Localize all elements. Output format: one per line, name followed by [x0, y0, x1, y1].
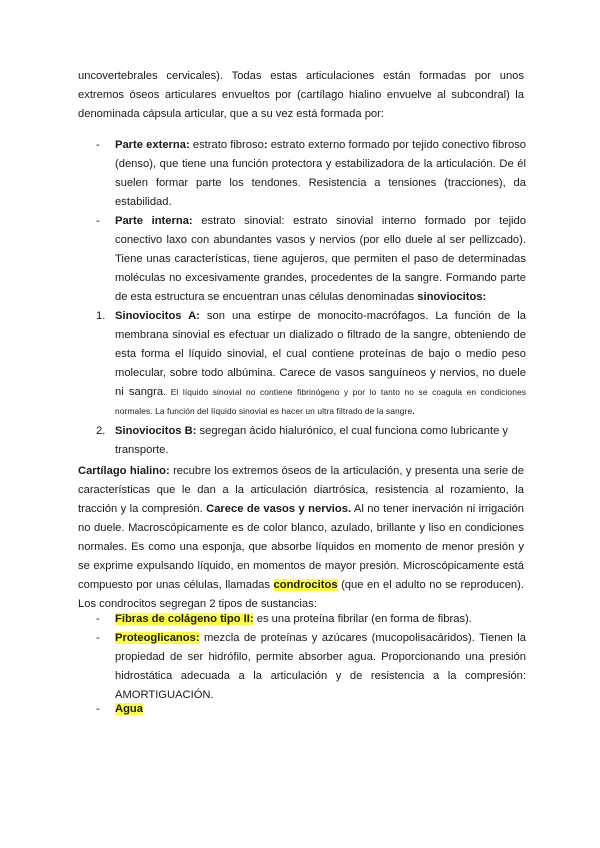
term-sinoviocitos: sinoviocitos:	[417, 291, 487, 303]
list-item-body	[115, 700, 526, 719]
list-item-text: estrato fibroso	[189, 139, 264, 151]
list-item-body	[115, 610, 526, 629]
list-bullet: -	[96, 632, 100, 644]
paragraph-text: recubre los extremos óseos de la articulación, y presenta una serie de características que le dan a la articulación diartrósica, resistencia al rozamiento, la tracción y la compresión.	[78, 465, 524, 515]
list-item-body	[115, 212, 526, 307]
list-item-text: estrato sinovial: estrato sinovial interno formado por tejido conectivo laxo con abundantes vasos y nervios (por ello duele al ser pellizcado). Tiene unas características, tiene agujeros, que permiten el paso de determinadas moléculas no excesivamente grandes, procedentes de la sangre. Formando parte de esta estructura se encuentran unas células denominadas	[115, 215, 526, 303]
list-item-text: estrato externo formado por tejido conectivo fibroso (denso), que tiene una función protectora y estabilizadora de la articulación. De él suelen formar parte los tendones. Resistencia a tensiones (tracciones), da estabilidad.	[115, 139, 527, 208]
intro-text: uncovertebrales cervicales). Todas estas articulaciones están formadas por unos extremos óseos articulares envueltos por (cartílago hialino envuelve al subcondral) la denominada cápsula articular, que a su vez está formada por:	[78, 70, 524, 120]
list-item-body	[115, 629, 526, 705]
list-item-text: es una proteína fibrilar (en forma de fibras).	[253, 613, 472, 625]
highlighted-condrocitos: condrocitos	[273, 579, 338, 591]
term-proteoglicanos: Proteoglicanos:	[115, 632, 200, 644]
term-parte-externa: Parte externa:	[115, 139, 190, 151]
bold-phrase: Carece de vasos y nervios.	[206, 503, 352, 515]
numbered-item-body	[115, 422, 526, 460]
list-number: 1.	[96, 310, 106, 322]
term-sinoviocitos-b: Sinoviocitos B:	[115, 425, 197, 437]
intro-paragraph	[78, 67, 524, 124]
term-cartilago-hialino: Cartílago hialino:	[78, 465, 170, 477]
cartilage-paragraph	[78, 462, 524, 614]
term-colon: :	[263, 139, 268, 151]
term-sinoviocitos-a: Sinoviocitos A:	[115, 310, 200, 322]
paragraph-text: Al no tener inervación ni irrigación no duele. Macroscópicamente es de color blanco, azulado, brillante y liso en condiciones normales. Es como una esponja, que absorbe líquidos en momento de menor presión y se exprime expulsando líquido, en momentos de mayor presión. Microscópicamente está compuesto por unas células, llamadas	[78, 503, 524, 591]
list-item-body	[115, 136, 526, 212]
list-bullet: -	[96, 703, 100, 715]
small-note: El líquido sinovial no contiene fibrinógeno y por lo tanto no se coagula en condiciones normales. La función del líquido sinovial es hacer un ultra filtrado de la sangre	[115, 387, 526, 416]
numbered-item-body	[115, 307, 526, 421]
term-agua: Agua	[115, 703, 143, 715]
list-bullet: -	[96, 613, 100, 625]
term-fibras-colageno: Fibras de colágeno tipo II:	[115, 613, 254, 625]
numbered-item-text: segregan ácido hialurónico, el cual funciona como lubricante y transporte.	[115, 425, 509, 456]
term-parte-interna: Parte interna:	[115, 215, 193, 227]
numbered-item-text: son una estirpe de monocito-macrófagos. La función de la membrana sinovial es efectuar un dializado o filtrado de la sangre, obteniendo de esta forma el líquido sinovial, el cual contiene proteínas de bajo o medio peso molecular, sobre todo albúmina. Carece de vasos sanguíneos y nervios, no duele ni sangra.	[115, 310, 526, 398]
list-number: 2.	[96, 425, 106, 437]
paragraph-text: (que en el adulto no se reproducen). Los condrocitos segregan 2 tipos de sustancias:	[78, 579, 524, 610]
list-bullet: -	[96, 139, 100, 151]
list-item-text: mezcla de proteínas y azúcares (mucopolisacáridos). Tienen la propiedad de ser hidrófilo, permite absorber agua. Proporcionando una presión hidrostática adecuada a la articulación y de resistencia a la compresión: AMORTIGUACIÓN.	[115, 632, 526, 701]
list-bullet: -	[96, 215, 100, 227]
small-note-end: .	[412, 406, 415, 416]
